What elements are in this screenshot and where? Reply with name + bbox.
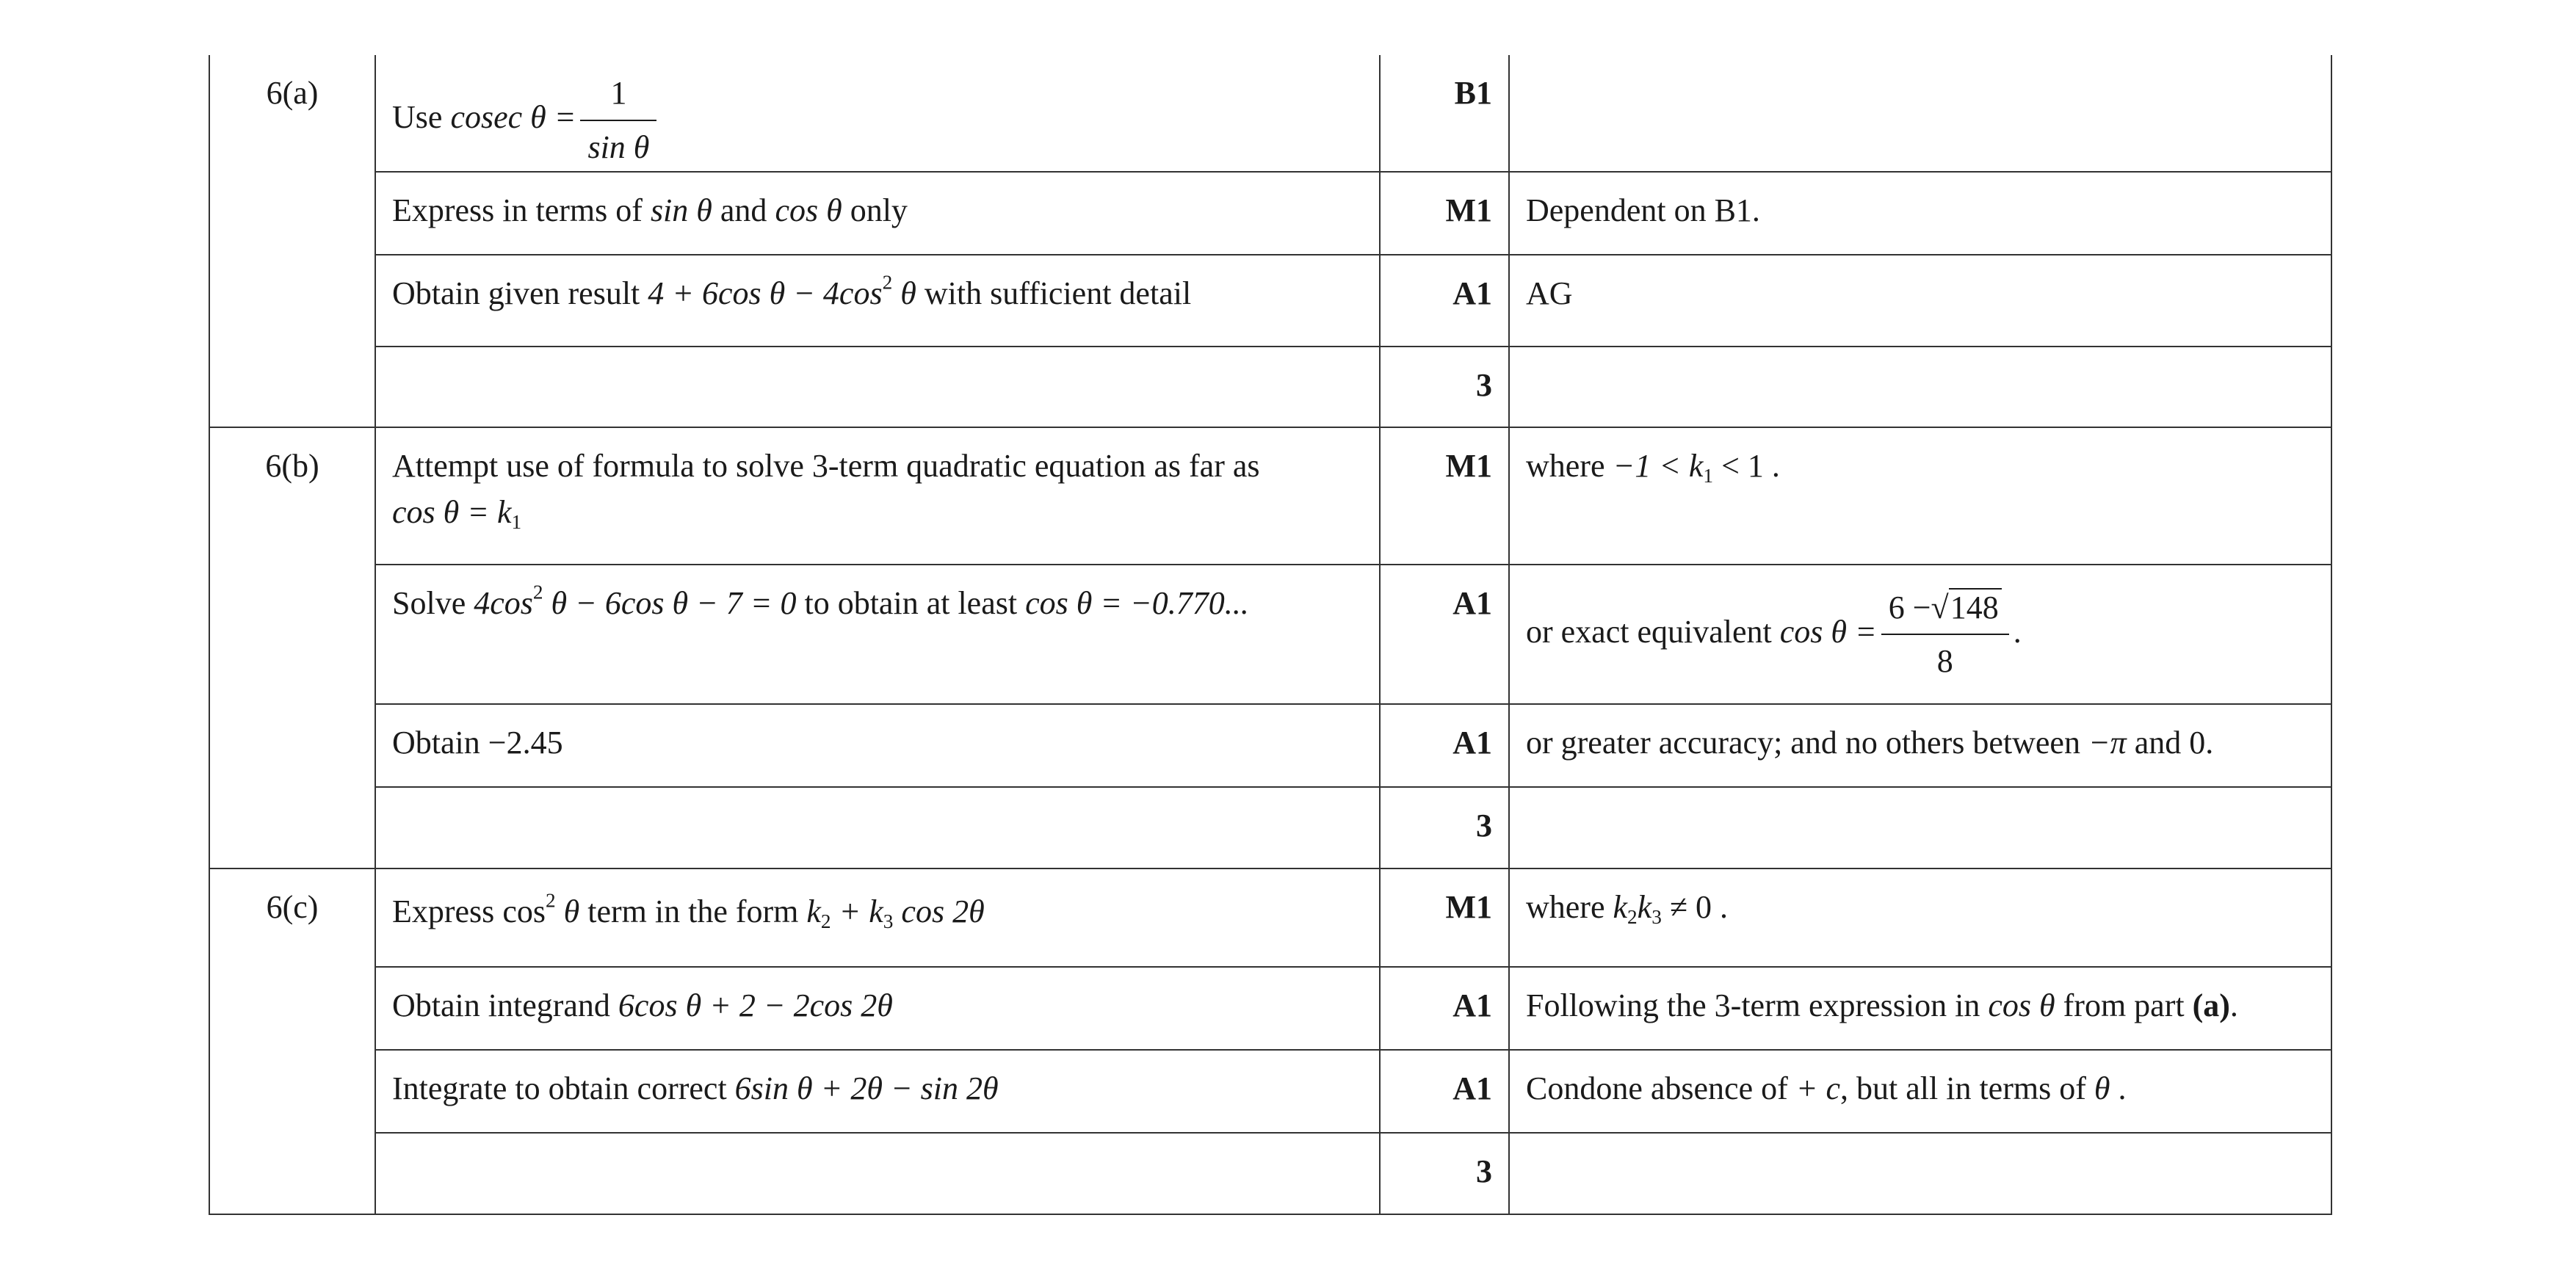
- mark-cell: M1: [1380, 427, 1509, 565]
- table-row: [209, 1133, 2331, 1214]
- answer-cell: Obtain integrand 6cos θ + 2 − 2cos 2θ: [375, 967, 1380, 1050]
- answer-cell: Attempt use of formula to solve 3-term quadratic equation as far as $\cos \theta = k_1$: [375, 427, 1380, 565]
- guidance-cell: AG: [1509, 255, 2331, 347]
- table-row: [209, 172, 2331, 255]
- mark-cell: M1: [1380, 868, 1509, 967]
- answer-cell: [375, 1133, 1380, 1214]
- mark-cell: A1: [1380, 704, 1509, 787]
- guidance-cell: or greater accuracy; and no others between −π and 0.: [1509, 704, 2331, 787]
- question-number: 6(c): [209, 868, 375, 1214]
- table-row: [209, 347, 2331, 427]
- mark-scheme-table: [209, 55, 2332, 1215]
- mark-cell: M1: [1380, 172, 1509, 255]
- answer-cell: Express in terms of sin θ and cos θ only: [375, 172, 1380, 255]
- mark-cell: B1: [1380, 55, 1509, 172]
- mark-cell: A1: [1380, 565, 1509, 704]
- guidance-cell: where $k_2k_3 \ne 0$ .: [1509, 868, 2331, 967]
- answer-cell: Solve $4\cos^2$ θ − 6cos θ − 7 = 0 to obtain at least cos θ = −0.770...: [375, 565, 1380, 704]
- answer-cell: [375, 787, 1380, 868]
- mark-cell: A1: [1380, 255, 1509, 347]
- table-row: [209, 1050, 2331, 1133]
- table-row: [209, 565, 2331, 704]
- mark-cell: A1: [1380, 1050, 1509, 1133]
- table-row: [209, 704, 2331, 787]
- guidance-cell: or exact equivalent cos θ = $\frac{6 -√148}{8}$ .: [1509, 565, 2331, 704]
- question-number: 6(b): [209, 427, 375, 868]
- guidance-cell: Dependent on B1.: [1509, 172, 2331, 255]
- answer-cell: Obtain −2.45: [375, 704, 1380, 787]
- total-mark-cell: 3: [1380, 347, 1509, 427]
- table-row: [209, 255, 2331, 347]
- guidance-cell: where $-1 < k_1 < 1$ .: [1509, 427, 2331, 565]
- table-row: [209, 427, 2331, 565]
- table-row: [209, 967, 2331, 1050]
- answer-cell: Obtain given result 4 + 6cos $\theta - 4\cos^2$ θ with sufficient detail: [375, 255, 1380, 347]
- table-row: [209, 868, 2331, 967]
- guidance-cell: [1509, 787, 2331, 868]
- table-row: [209, 787, 2331, 868]
- guidance-cell: [1509, 347, 2331, 427]
- answer-cell: Express $\cos^2 \theta$ term in the form $k_2 + k_3$ cos 2θ: [375, 868, 1380, 967]
- table-row: [209, 55, 2331, 172]
- total-mark-cell: 3: [1380, 1133, 1509, 1214]
- fraction: $\frac{1}{\text{sin θ}}$: [580, 70, 656, 171]
- guidance-cell: [1509, 55, 2331, 172]
- fraction: $\frac{6 -√148}{8}$: [1881, 584, 2009, 686]
- guidance-cell: [1509, 1133, 2331, 1214]
- answer-cell: Integrate to obtain correct 6sin θ + 2θ − sin 2θ: [375, 1050, 1380, 1133]
- mark-cell: A1: [1380, 967, 1509, 1050]
- total-mark-cell: 3: [1380, 787, 1509, 868]
- guidance-cell: Following the 3-term expression in cos θ from part (a).: [1509, 967, 2331, 1050]
- question-number: 6(a): [209, 55, 375, 427]
- answer-cell: Use cosec θ = $\frac{1}{\text{sin θ}}$: [375, 55, 1380, 172]
- answer-cell: [375, 347, 1380, 427]
- guidance-cell: Condone absence of + c, but all in terms of θ .: [1509, 1050, 2331, 1133]
